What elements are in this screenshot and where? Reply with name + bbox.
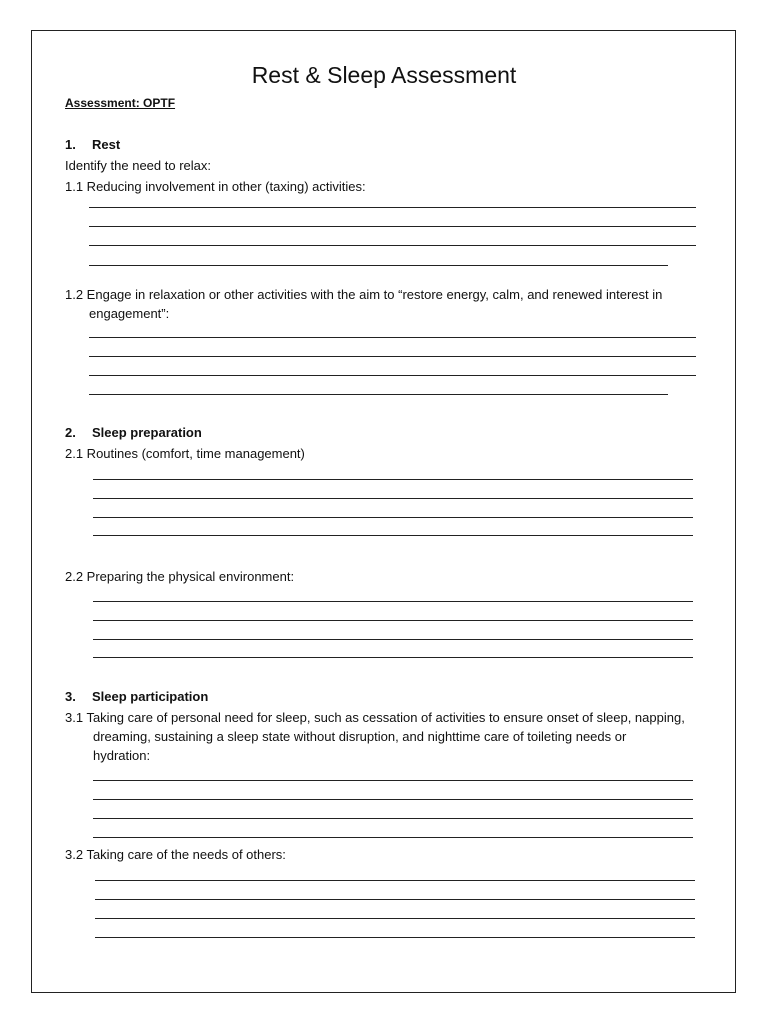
section-number-rest: 1. [65, 137, 76, 152]
item-2-1-label: 2.1 Routines (comfort, time management) [65, 446, 305, 461]
answer-line[interactable] [93, 657, 693, 658]
item-3-2-label: 3.2 Taking care of the needs of others: [65, 847, 286, 862]
answer-line[interactable] [93, 780, 693, 781]
answer-line[interactable] [93, 799, 693, 800]
answer-line[interactable] [93, 601, 693, 602]
section-number-sleep-participation: 3. [65, 689, 76, 704]
answer-line[interactable] [89, 337, 696, 338]
section-title-sleep-participation: Sleep participation [92, 689, 209, 704]
answer-line[interactable] [93, 535, 693, 536]
answer-line[interactable] [93, 479, 693, 480]
answer-line[interactable] [89, 356, 696, 357]
item-3-1-label-continued-2: hydration: [93, 748, 151, 763]
answer-line[interactable] [89, 394, 668, 395]
answer-line[interactable] [89, 375, 696, 376]
item-3-1-label: 3.1 Taking care of personal need for sleep, such as cessation of activities to ensure onset of sleep, napping, [65, 710, 685, 725]
answer-line[interactable] [93, 620, 693, 621]
answer-line[interactable] [93, 818, 693, 819]
section-number-sleep-preparation: 2. [65, 425, 76, 440]
answer-line[interactable] [93, 837, 693, 838]
answer-line[interactable] [89, 207, 696, 208]
item-3-1-label-continued: dreaming, sustaining a sleep state without disruption, and nighttime care of toileting needs or [93, 729, 627, 744]
answer-line[interactable] [93, 517, 693, 518]
section-title-sleep-preparation: Sleep preparation [92, 425, 202, 440]
answer-line[interactable] [93, 639, 693, 640]
assessment-label: Assessment: OPTF [65, 96, 176, 110]
answer-line[interactable] [95, 937, 695, 938]
section-title-rest: Rest [92, 137, 121, 152]
item-1-2-label-continued: engagement”: [89, 306, 170, 321]
answer-line[interactable] [89, 265, 668, 266]
item-2-2-label: 2.2 Preparing the physical environment: [65, 569, 295, 584]
answer-line[interactable] [89, 226, 696, 227]
answer-line[interactable] [93, 498, 693, 499]
item-1-1-label: 1.1 Reducing involvement in other (taxing) activities: [65, 179, 366, 194]
answer-line[interactable] [95, 880, 695, 881]
item-1-2-label: 1.2 Engage in relaxation or other activities with the aim to “restore energy, calm, and renewed interest in [65, 287, 663, 302]
answer-line[interactable] [95, 899, 695, 900]
answer-line[interactable] [89, 245, 696, 246]
document-title: Rest & Sleep Assessment [251, 62, 517, 88]
answer-line[interactable] [95, 918, 695, 919]
rest-intro-text: Identify the need to relax: [65, 158, 211, 173]
